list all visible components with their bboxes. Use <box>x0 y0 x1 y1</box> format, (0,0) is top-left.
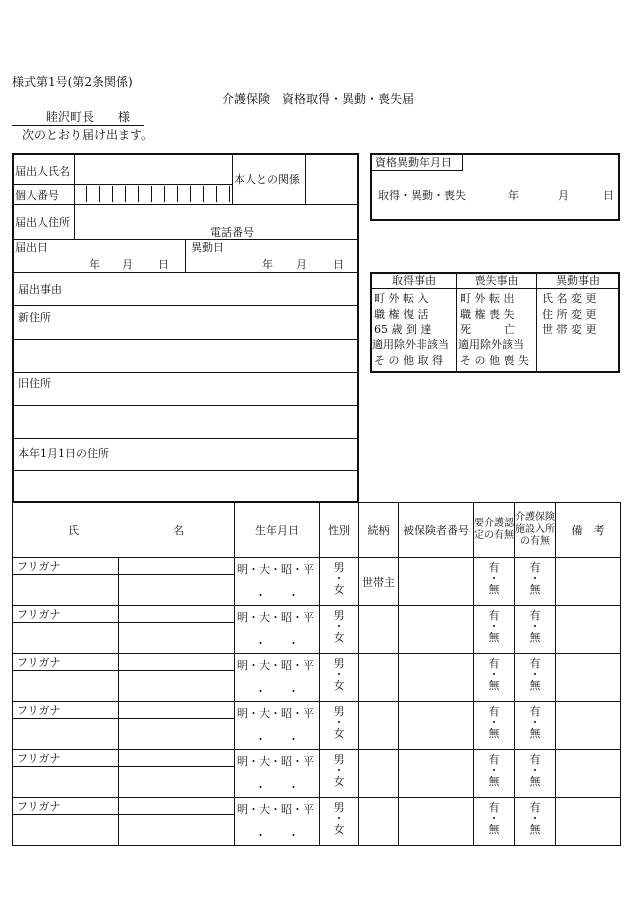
facility-yes-option[interactable]: 有 <box>529 753 541 766</box>
applicant-name-field[interactable] <box>76 156 230 183</box>
female-option[interactable]: 女 <box>333 679 345 692</box>
insured-no-cell[interactable] <box>399 606 474 654</box>
relation-cell[interactable] <box>359 606 399 654</box>
facility-cell[interactable] <box>515 558 556 606</box>
care-cert-cell[interactable] <box>474 750 515 798</box>
new-address-field[interactable] <box>14 340 357 371</box>
care-separator: ・ <box>488 572 500 585</box>
surname-field[interactable] <box>13 671 119 702</box>
facility-yes-option[interactable]: 有 <box>529 609 541 622</box>
birth-date-dots: ・ ・ <box>255 733 299 746</box>
given-header: 名 <box>173 524 184 537</box>
facility-separator: ・ <box>529 716 541 729</box>
male-option[interactable]: 男 <box>333 753 345 766</box>
filed-day: 日 <box>158 258 169 271</box>
surname-field[interactable] <box>13 575 119 606</box>
acquire-item[interactable]: 適用除外非該当 <box>372 338 449 351</box>
surname-field[interactable] <box>13 719 119 750</box>
facility-cell[interactable] <box>515 606 556 654</box>
applicant-address-field[interactable] <box>76 206 356 226</box>
care-no-option[interactable]: 無 <box>488 631 500 644</box>
given-name-field[interactable] <box>119 767 235 798</box>
facility-cell[interactable] <box>515 654 556 702</box>
given-name-field[interactable] <box>119 671 235 702</box>
relation-field[interactable] <box>307 156 357 202</box>
care-yes-option[interactable]: 有 <box>488 609 500 622</box>
change-year: 年 <box>262 258 273 271</box>
person-row <box>13 558 621 575</box>
birth-date-dots: ・ ・ <box>255 781 299 794</box>
facility-no-option[interactable]: 無 <box>529 775 541 788</box>
insured-no-cell[interactable] <box>399 702 474 750</box>
facility-no-option[interactable]: 無 <box>529 583 541 596</box>
applicant-address-label: 届出人住所 <box>15 216 70 229</box>
furigana-label: フリガナ <box>13 558 119 575</box>
care-no-option[interactable]: 無 <box>488 679 500 692</box>
person-row <box>13 750 621 767</box>
q-year: 年 <box>508 189 519 202</box>
acquire-item[interactable]: 町 外 転 入 <box>374 292 429 305</box>
new-address-label: 新住所 <box>18 311 51 324</box>
care-separator: ・ <box>488 716 500 729</box>
loss-item[interactable]: 職 権 喪 失 <box>460 308 515 321</box>
facility-separator: ・ <box>529 812 541 825</box>
male-option[interactable]: 男 <box>333 657 345 670</box>
acquire-item[interactable]: 職 権 復 活 <box>374 308 429 321</box>
surname-header: 氏 <box>68 524 79 537</box>
care-yes-option[interactable]: 有 <box>488 705 500 718</box>
remarks-cell[interactable] <box>556 798 621 846</box>
relation-cell[interactable] <box>359 750 399 798</box>
reason-label: 届出事由 <box>18 283 62 296</box>
facility-yes-option[interactable]: 有 <box>529 705 541 718</box>
male-option[interactable]: 男 <box>333 561 345 574</box>
era-options[interactable]: 明・大・昭・平 <box>237 755 314 768</box>
birth-date-dots: ・ ・ <box>255 829 299 842</box>
care-cert-header: 要介護認定の有無 <box>474 503 515 558</box>
person-row <box>13 798 621 815</box>
sex-separator: ・ <box>333 620 345 633</box>
surname-field[interactable] <box>13 767 119 798</box>
care-separator: ・ <box>488 668 500 681</box>
facility-no-option[interactable]: 無 <box>529 727 541 740</box>
facility-separator: ・ <box>529 620 541 633</box>
care-separator: ・ <box>488 764 500 777</box>
qualification-date-line: 取得・異動・喪失 <box>378 189 466 202</box>
care-no-option[interactable]: 無 <box>488 775 500 788</box>
change-day: 日 <box>333 258 344 271</box>
furigana-given-field[interactable] <box>119 702 235 719</box>
qualification-date-title: 資格異動年月日 <box>375 156 452 169</box>
change-item[interactable]: 住 所 変 更 <box>542 308 597 321</box>
era-options[interactable]: 明・大・昭・平 <box>237 563 314 576</box>
remarks-cell[interactable] <box>556 750 621 798</box>
relation-cell[interactable] <box>359 798 399 846</box>
remarks-cell[interactable] <box>556 654 621 702</box>
relation-header: 続柄 <box>359 503 399 558</box>
change-month: 月 <box>296 258 307 271</box>
furigana-given-field[interactable] <box>119 798 235 815</box>
facility-cell[interactable] <box>515 750 556 798</box>
addressee: 睦沢町長 <box>46 110 95 124</box>
facility-no-option[interactable]: 無 <box>529 823 541 836</box>
facility-cell[interactable] <box>515 702 556 750</box>
facility-yes-option[interactable]: 有 <box>529 657 541 670</box>
sex-separator: ・ <box>333 812 345 825</box>
loss-item[interactable]: 町 外 転 出 <box>460 292 515 305</box>
furigana-label: フリガナ <box>13 798 119 815</box>
facility-separator: ・ <box>529 572 541 585</box>
loss-header: 喪失事由 <box>474 274 519 287</box>
intro-text: 次のとおり届け出ます。 <box>22 128 154 142</box>
insured-no-cell[interactable] <box>399 654 474 702</box>
relation-cell[interactable] <box>359 558 399 606</box>
male-option[interactable]: 男 <box>333 609 345 622</box>
q-month: 月 <box>558 189 569 202</box>
care-no-option[interactable]: 無 <box>488 583 500 596</box>
furigana-label: フリガナ <box>13 654 119 671</box>
insured-no-cell[interactable] <box>399 798 474 846</box>
facility-separator: ・ <box>529 668 541 681</box>
sex-cell[interactable] <box>320 750 359 798</box>
era-options[interactable]: 明・大・昭・平 <box>237 659 314 672</box>
female-option[interactable]: 女 <box>333 823 345 836</box>
care-cert-cell[interactable] <box>474 558 515 606</box>
table-header-row <box>13 503 621 558</box>
care-cert-cell[interactable] <box>474 654 515 702</box>
care-cert-cell[interactable] <box>474 606 515 654</box>
acquire-item[interactable]: そ の 他 取 得 <box>374 354 443 367</box>
jan1-address-field[interactable] <box>14 471 357 501</box>
filed-date-label: 届出日 <box>15 241 48 254</box>
care-yes-option[interactable]: 有 <box>488 561 500 574</box>
care-yes-option[interactable]: 有 <box>488 801 500 814</box>
relation-cell[interactable] <box>359 702 399 750</box>
relation-value: 世帯主 <box>362 575 395 589</box>
care-yes-option[interactable]: 有 <box>488 657 500 670</box>
form-number: 様式第1号(第2条関係) <box>12 75 133 89</box>
relation-label: 本人との関係 <box>234 173 300 186</box>
care-no-option[interactable]: 無 <box>488 823 500 836</box>
sex-separator: ・ <box>333 668 345 681</box>
male-option[interactable]: 男 <box>333 705 345 718</box>
relation-cell[interactable] <box>359 654 399 702</box>
sex-header: 性別 <box>320 503 359 558</box>
furigana-label: フリガナ <box>13 606 119 623</box>
sex-cell[interactable] <box>320 654 359 702</box>
care-separator: ・ <box>488 620 500 633</box>
female-option[interactable]: 女 <box>333 583 345 596</box>
acquire-item[interactable]: 65 歳 到 達 <box>374 323 432 336</box>
loss-item[interactable]: 適用除外該当 <box>458 338 524 351</box>
sex-cell[interactable] <box>320 798 359 846</box>
given-name-field[interactable] <box>119 623 235 654</box>
change-item[interactable]: 世 帯 変 更 <box>542 323 597 336</box>
birth-date-cell[interactable] <box>235 702 320 750</box>
facility-yes-option[interactable]: 有 <box>529 561 541 574</box>
q-day: 日 <box>603 189 614 202</box>
loss-item[interactable]: 死 亡 <box>460 323 515 336</box>
facility-yes-option[interactable]: 有 <box>529 801 541 814</box>
care-cert-cell[interactable] <box>474 798 515 846</box>
change-header: 異動事由 <box>556 274 600 287</box>
old-address-field[interactable] <box>14 406 357 437</box>
sex-separator: ・ <box>333 572 345 585</box>
change-item[interactable]: 氏 名 変 更 <box>542 292 597 305</box>
female-option[interactable]: 女 <box>333 727 345 740</box>
remarks-cell[interactable] <box>556 702 621 750</box>
furigana-given-field[interactable] <box>119 750 235 767</box>
form-title: 介護保険 資格取得・異動・喪失届 <box>222 92 415 106</box>
given-name-field[interactable] <box>119 815 235 846</box>
male-option[interactable]: 男 <box>333 801 345 814</box>
remarks-cell[interactable] <box>556 558 621 606</box>
insured-no-header: 被保険者番号 <box>399 503 474 558</box>
phone-label: 電話番号 <box>210 226 254 239</box>
facility-cell[interactable] <box>515 798 556 846</box>
remarks-header: 備 考 <box>556 503 621 558</box>
acquire-header: 取得事由 <box>392 274 436 287</box>
sex-cell[interactable] <box>320 702 359 750</box>
surname-field[interactable] <box>13 623 119 654</box>
old-address-label: 旧住所 <box>18 377 51 390</box>
insured-no-cell[interactable] <box>399 558 474 606</box>
birth-date-cell[interactable] <box>235 750 320 798</box>
birth-date-dots: ・ ・ <box>255 637 299 650</box>
loss-item[interactable]: そ の 他 喪 失 <box>460 354 529 367</box>
era-options[interactable]: 明・大・昭・平 <box>237 803 314 816</box>
birth-header: 生年月日 <box>235 503 320 558</box>
care-yes-option[interactable]: 有 <box>488 753 500 766</box>
person-row <box>13 606 621 623</box>
given-name-field[interactable] <box>119 719 235 750</box>
furigana-given-field[interactable] <box>119 606 235 623</box>
filed-year: 年 <box>89 258 100 271</box>
female-option[interactable]: 女 <box>333 775 345 788</box>
surname-field[interactable] <box>13 815 119 846</box>
jan1-address-label: 本年1月1日の住所 <box>18 447 109 460</box>
birth-date-cell[interactable] <box>235 798 320 846</box>
facility-header: 介護保険施設入所の有無 <box>515 503 556 558</box>
female-option[interactable]: 女 <box>333 631 345 644</box>
remarks-cell[interactable] <box>556 606 621 654</box>
facility-separator: ・ <box>529 764 541 777</box>
furigana-label: フリガナ <box>13 750 119 767</box>
birth-date-cell[interactable] <box>235 606 320 654</box>
insured-persons-table <box>12 502 621 846</box>
insured-no-cell[interactable] <box>399 750 474 798</box>
birth-date-dots: ・ ・ <box>255 685 299 698</box>
birth-date-cell[interactable] <box>235 558 320 606</box>
given-name-field[interactable] <box>119 575 235 606</box>
sex-cell[interactable] <box>320 558 359 606</box>
filed-month: 月 <box>122 258 133 271</box>
care-separator: ・ <box>488 812 500 825</box>
furigana-given-field[interactable] <box>119 654 235 671</box>
sex-separator: ・ <box>333 716 345 729</box>
applicant-name-label: 届出人氏名 <box>15 165 70 178</box>
furigana-label: フリガナ <box>13 702 119 719</box>
personal-number-label: 個人番号 <box>15 189 59 202</box>
care-no-option[interactable]: 無 <box>488 727 500 740</box>
facility-no-option[interactable]: 無 <box>529 679 541 692</box>
addressee-underline <box>12 125 144 126</box>
person-row <box>13 654 621 671</box>
name-header <box>13 503 235 558</box>
care-cert-cell[interactable] <box>474 702 515 750</box>
sex-separator: ・ <box>333 764 345 777</box>
furigana-given-field[interactable] <box>119 558 235 575</box>
personal-number-boxes[interactable] <box>74 186 230 204</box>
change-date-label: 異動日 <box>191 241 224 254</box>
person-row <box>13 702 621 719</box>
sex-cell[interactable] <box>320 606 359 654</box>
birth-date-cell[interactable] <box>235 654 320 702</box>
facility-no-option[interactable]: 無 <box>529 631 541 644</box>
birth-date-dots: ・ ・ <box>255 589 299 602</box>
era-options[interactable]: 明・大・昭・平 <box>237 707 314 720</box>
era-options[interactable]: 明・大・昭・平 <box>237 611 314 624</box>
addressee-suffix: 様 <box>118 110 131 124</box>
